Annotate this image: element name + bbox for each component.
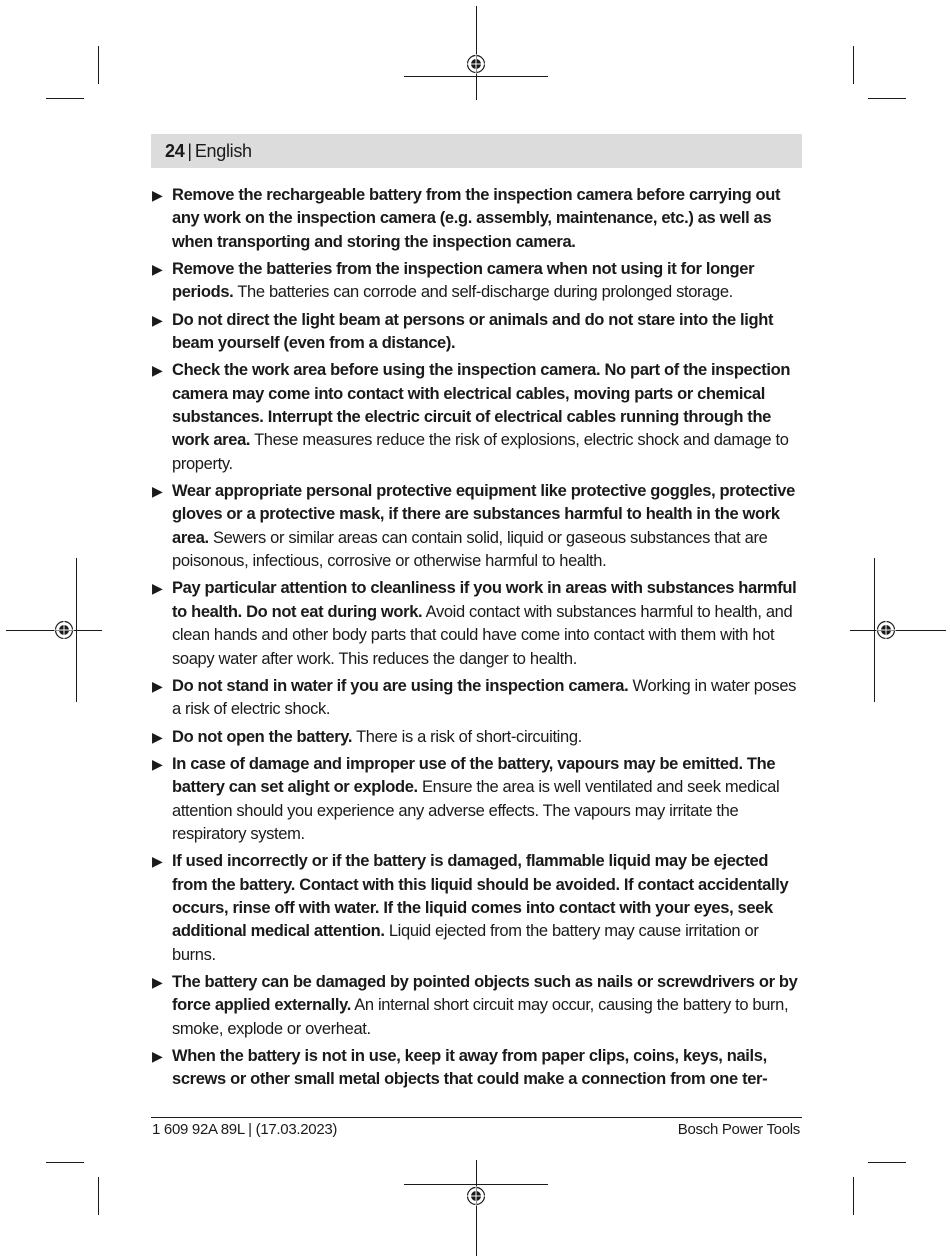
- header-language: English: [194, 140, 252, 161]
- bullet-arrow-icon: ▶: [152, 483, 163, 500]
- page-number: 24: [165, 140, 185, 161]
- bullet-arrow-icon: ▶: [152, 362, 163, 379]
- item-text: Working in water poses a risk of electric shock.: [172, 676, 797, 719]
- item-bold-text: Do not open the battery.: [172, 727, 353, 746]
- item-bold-text: Remove the rechargeable battery from the inspection camera before carrying out any work on the inspection camera (e.g. assembly, maintenance, etc.) as well as when transporting and storing the inspection camera.: [172, 186, 781, 251]
- bullet-arrow-icon: ▶: [152, 853, 163, 870]
- bullet-arrow-icon: ▶: [152, 728, 163, 745]
- header-separator: |: [187, 140, 192, 161]
- item-bold-text: The battery can be damaged by pointed objects such as nails or screwdrivers or by force applied externally.: [172, 972, 798, 1015]
- page-header: [151, 134, 802, 168]
- item-text: Liquid ejected from the battery may cause irritation or burns.: [172, 922, 759, 964]
- crop-mark: [853, 46, 854, 84]
- list-item: [151, 359, 803, 476]
- list-item: [151, 184, 803, 254]
- footer-divider: [151, 1117, 802, 1118]
- registration-line: [476, 1160, 477, 1256]
- item-text: Sewers or similar areas can contain solid, liquid or gaseous substances that are poisonous, infectious, corrosive or otherwise harmful to health.: [172, 528, 768, 571]
- list-item: [151, 309, 803, 356]
- bullet-arrow-icon: ▶: [152, 261, 163, 278]
- list-item: [151, 1045, 803, 1092]
- item-text: The batteries can corrode and self-discharge during prolonged storage.: [233, 283, 733, 302]
- crop-mark: [46, 1162, 84, 1163]
- list-item: [151, 971, 803, 1041]
- item-bold-text: Pay particular attention to cleanliness if you work in areas with substances harmful to health. Do not eat during work.: [172, 579, 797, 621]
- bullet-arrow-icon: ▶: [152, 755, 163, 772]
- bullet-arrow-icon: ▶: [152, 311, 163, 328]
- item-bold-text: Remove the batteries from the inspection camera when not using it for longer periods.: [172, 260, 755, 302]
- footer-brand: Bosch Power Tools: [677, 1121, 800, 1138]
- list-item: [151, 850, 803, 967]
- list-item: [151, 726, 803, 749]
- bullet-arrow-icon: ▶: [152, 1047, 163, 1064]
- registration-target-icon: [466, 1186, 486, 1206]
- list-item: [151, 753, 803, 847]
- crop-mark: [46, 98, 84, 99]
- item-bold-text: Do not stand in water if you are using the inspection camera.: [172, 676, 629, 695]
- item-bold-text: If used incorrectly or if the battery is damaged, flammable liquid may be ejected from the battery. Contact with this liquid should be avoided. If contact accidentally occurs, rinse off with water. If the liquid comes into contact with your eyes, seek additional medical attention.: [172, 852, 789, 941]
- item-bold-text: Wear appropriate personal protective equipment like protective goggles, protective gloves or a protective mask, if there are substances harmful to health in the work area.: [172, 482, 795, 547]
- registration-target-icon: [876, 620, 896, 640]
- list-item: [151, 577, 803, 671]
- crop-mark: [98, 1177, 99, 1215]
- footer-doc-id: 1 609 92A 89L | (17.03.2023): [152, 1121, 338, 1138]
- bullet-arrow-icon: ▶: [152, 677, 163, 694]
- crop-mark: [98, 46, 99, 84]
- list-item: [151, 258, 803, 305]
- item-text: Ensure the area is well ventilated and seek medical attention should you experience any adverse effects. The vapours may irritate the respiratory system.: [172, 778, 780, 843]
- item-bold-text: When the battery is not in use, keep it away from paper clips, coins, keys, nails, screws or other small metal objects that could make a connection from one ter-: [172, 1046, 768, 1089]
- registration-target-icon: [54, 620, 74, 640]
- item-bold-text: In case of damage and improper use of the battery, vapours may be emitted. The battery can set alight or explode.: [172, 754, 776, 797]
- safety-instructions-list: [151, 184, 803, 1096]
- registration-line: [476, 6, 477, 100]
- registration-line: [404, 76, 548, 77]
- registration-line: [404, 1184, 548, 1185]
- bullet-arrow-icon: ▶: [152, 580, 163, 597]
- item-text: There is a risk of short-circuiting.: [352, 727, 582, 746]
- list-item: [151, 675, 803, 722]
- item-bold-text: Check the work area before using the inspection camera. No part of the inspection camera may come into contact with electrical cables, moving parts or chemical substances. Interrupt the electric circuit of electrical cables running through the work area.: [172, 361, 791, 450]
- item-bold-text: Do not direct the light beam at persons or animals and do not stare into the light beam yourself (even from a distance).: [172, 310, 774, 353]
- registration-target-icon: [466, 54, 486, 74]
- crop-mark: [868, 1162, 906, 1163]
- crop-mark: [853, 1177, 854, 1215]
- crop-mark: [868, 98, 906, 99]
- bullet-arrow-icon: ▶: [152, 187, 163, 203]
- list-item: [151, 480, 803, 574]
- item-text: These measures reduce the risk of explosions, electric shock and damage to property.: [172, 431, 789, 473]
- bullet-arrow-icon: ▶: [152, 973, 163, 990]
- item-text: Avoid contact with substances harmful to health, and clean hands and other body parts that could have come into contact with them with hot soapy water after work. This reduces the danger to health.: [172, 602, 793, 668]
- item-text: An internal short circuit may occur, causing the battery to burn, smoke, explode or overheat.: [172, 996, 789, 1038]
- registration-line: [850, 630, 946, 631]
